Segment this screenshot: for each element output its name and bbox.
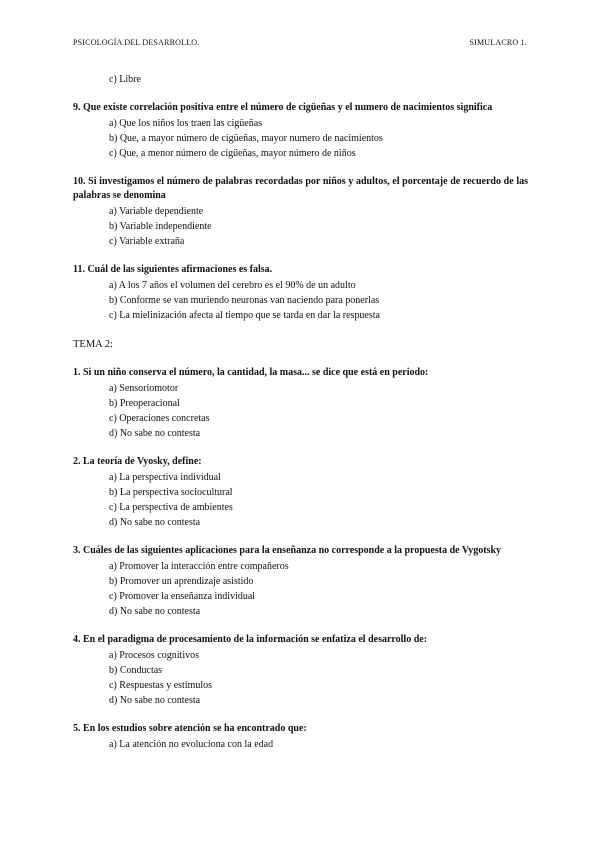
question-9-option-a: a) Que los niños los traen las cigüeñas: [109, 118, 263, 129]
tema2-question-3-option-c: c) Promover la enseñanza individual: [109, 591, 256, 602]
option-item: c) Libre: [109, 74, 141, 85]
tema2-question-3-option-d: d) No sabe no contesta: [109, 606, 201, 617]
tema2-question-2: 2. La teoría de Vyosky, define:: [73, 456, 202, 467]
page-header: [73, 38, 527, 47]
tema2-question-4-option-a: a) Procesos cognitivos: [109, 650, 199, 661]
tema2-question-2-option-c: c) La perspectiva de ambientes: [109, 502, 233, 513]
tema2-question-3: 3. Cuáles de las siguientes aplicaciones para la enseñanza no corresponde a la propuesta de Vygotsky: [73, 545, 502, 556]
question-9-option-b: b) Que, a mayor número de cigüeñas, mayor numero de nacimientos: [109, 133, 383, 144]
tema2-question-1-option-a: a) Sensoriomotor: [109, 383, 179, 394]
tema2-question-1: 1. Si un niño conserva el número, la cantidad, la masa... se dice que está en periodo:: [73, 367, 429, 378]
tema2-question-3-option-b: b) Promover un aprendizaje asistido: [109, 576, 254, 587]
tema2-question-2-option-a: a) La perspectiva individual: [109, 472, 221, 483]
question-10-option-a: a) Variable dependiente: [109, 206, 204, 217]
question-11-option-c: c) La mielinización afecta al tiempo que se tarda en dar la respuesta: [109, 310, 380, 321]
tema2-question-4-option-d: d) No sabe no contesta: [109, 695, 201, 706]
header-exam-title: SIMULACRO 1.: [469, 38, 527, 47]
tema2-question-4-option-b: b) Conductas: [109, 665, 163, 676]
question-9: 9. Que existe correlación positiva entre el número de cigüeñas y el numero de nacimientos significa: [73, 102, 493, 113]
tema2-question-5: 5. En los estudios sobre atención se ha encontrado que:: [73, 723, 307, 734]
question-10-option-c: c) Variable extraña: [109, 236, 185, 247]
tema2-question-1-option-b: b) Preoperacional: [109, 398, 180, 409]
exam-content: [73, 72, 528, 752]
tema2-question-3-option-a: a) Promover la interacción entre compañeros: [109, 561, 289, 572]
header-course-title: PSICOLOGÍA DEL DESARROLLO.: [73, 38, 200, 47]
question-11-option-b: b) Conforme se van muriendo neuronas van naciendo para ponerlas: [109, 295, 380, 306]
question-11-option-a: a) A los 7 años el volumen del cerebro es el 90% de un adulto: [109, 280, 356, 291]
tema2-question-4: 4. En el paradigma de procesamiento de la información se enfatiza el desarrollo de:: [73, 634, 428, 645]
question-11: 11. Cuál de las siguientes afirmaciones es falsa.: [73, 264, 273, 275]
tema2-question-1-option-d: d) No sabe no contesta: [109, 428, 201, 439]
tema2-question-2-option-b: b) La perspectiva sociocultural: [109, 487, 233, 498]
tema2-question-4-option-c: c) Respuestas y estímulos: [109, 680, 213, 691]
question-9-option-c: c) Que, a menor número de cigüeñas, mayor número de niños: [109, 148, 356, 159]
question-10-option-b: b) Variable independiente: [109, 221, 212, 232]
tema2-question-1-option-c: c) Operaciones concretas: [109, 413, 210, 424]
tema2-question-5-option-a: a) La atención no evoluciona con la edad: [109, 739, 274, 750]
section-title: TEMA 2:: [73, 339, 113, 350]
tema2-question-2-option-d: d) No sabe no contesta: [109, 517, 201, 528]
question-10: 10. Si investigamos el número de palabras recordadas por niños y adultos, el porcentaje de recuerdo de las palabras se denomina: [73, 176, 528, 201]
